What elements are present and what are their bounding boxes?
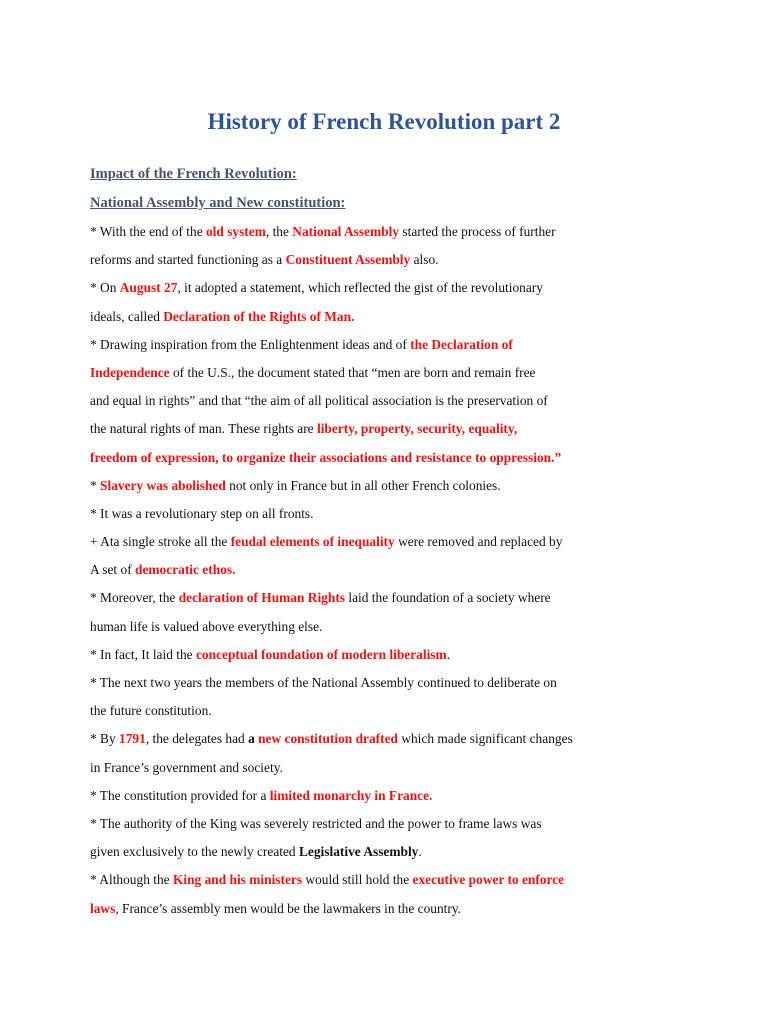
page-title: History of French Revolution part 2: [207, 109, 561, 134]
text-run: also.: [410, 252, 439, 268]
highlighted-text: Declaration of the Rights of Man.: [163, 308, 355, 324]
highlighted-text: National Assembly: [292, 224, 400, 239]
text-line: [90, 387, 750, 415]
text-run: .: [446, 646, 451, 662]
text-run: + Ata single stroke all the: [90, 534, 231, 550]
text-run: human life is valued above everything else.: [90, 618, 323, 634]
text-line: [90, 669, 750, 697]
highlighted-text: feudal elements of inequality: [230, 534, 395, 550]
text-line: [90, 246, 750, 274]
paragraph-lines: [90, 218, 750, 923]
text-run: , the: [265, 224, 293, 239]
document-body: [90, 160, 750, 923]
text-run: and equal in rights” and that “the aim of all political association is the preservation of: [90, 393, 548, 409]
text-line: [90, 697, 750, 725]
text-run: * On: [90, 280, 120, 296]
text-line: [90, 782, 750, 810]
bold-text: Legislative Assembly: [298, 844, 419, 860]
text-run: were removed and replaced by: [394, 534, 563, 550]
text-run: , France’s assembly men would be the lawmakers in the country.: [115, 900, 462, 916]
text-run: the natural rights of man. These rights are: [90, 421, 317, 437]
text-line: [90, 472, 750, 500]
text-line: [90, 838, 750, 866]
text-run: which made significant changes: [397, 731, 573, 747]
highlighted-text: declaration of Human Rights: [178, 590, 345, 606]
text-run: * The authority of the King was severely restricted and the power to frame laws was: [90, 815, 542, 831]
highlighted-text: Constituent Assembly: [285, 252, 411, 268]
highlighted-text: limited monarchy in France.: [269, 787, 433, 803]
text-run: the future constitution.: [90, 703, 212, 719]
highlighted-text: laws: [90, 900, 116, 916]
text-line: [90, 895, 750, 923]
text-run: * Although the: [90, 872, 173, 888]
text-line: [90, 725, 750, 753]
text-line: [90, 528, 750, 556]
text-run: not only in France but in all other French colonies.: [225, 477, 501, 493]
highlighted-text: the Declaration of: [410, 336, 513, 352]
text-run: would still hold the: [302, 872, 413, 888]
text-run: reforms and started functioning as a: [90, 252, 286, 268]
highlighted-text: 1791: [119, 731, 146, 747]
text-run: ideals, called: [90, 308, 164, 324]
highlighted-text: new constitution drafted: [258, 731, 398, 747]
text-line: [90, 556, 750, 584]
text-run: * Moreover, the: [90, 590, 179, 606]
text-run: * In fact, It laid the: [90, 646, 196, 662]
bold-text: a: [248, 731, 259, 747]
section-heading-national-assembly: National Assembly and New constitution:: [90, 195, 346, 211]
highlighted-text: democratic ethos.: [135, 562, 236, 578]
highlighted-text: old system: [205, 224, 266, 239]
text-run: in France’s government and society.: [90, 759, 283, 775]
text-run: laid the foundation of a society where: [345, 590, 551, 606]
text-line: [90, 415, 750, 443]
text-run: , the delegates had: [145, 731, 249, 747]
text-line: [90, 274, 750, 302]
text-run: , it adopted a statement, which reflected the gist of the revolutionary: [177, 280, 543, 296]
highlighted-text: King and his ministers: [172, 872, 303, 888]
text-run: *: [90, 477, 101, 493]
text-line: [90, 218, 750, 246]
text-run: .: [418, 844, 422, 860]
text-run: started the process of further: [399, 224, 556, 239]
text-run: of the U.S., the document stated that “men are born and remain free: [169, 364, 536, 380]
highlighted-text: freedom of expression, to organize their associations and resistance to oppression.”: [90, 449, 562, 465]
text-line: [90, 359, 750, 387]
highlighted-text: Independence: [90, 364, 170, 380]
text-run: A set of: [90, 562, 136, 578]
text-run: * The next two years the members of the National Assembly continued to deliberate on: [90, 675, 557, 690]
text-line: [90, 584, 750, 612]
text-line: [90, 641, 750, 669]
highlighted-text: conceptual foundation of modern liberalism: [195, 646, 447, 662]
text-line: [90, 754, 750, 782]
text-line: [90, 810, 750, 838]
text-line: [90, 444, 750, 472]
text-run: * By: [90, 731, 120, 747]
text-line: [90, 613, 750, 641]
highlighted-text: Slavery was abolished: [100, 477, 226, 493]
section-heading-impact: Impact of the French Revolution:: [90, 166, 297, 182]
highlighted-text: August 27: [119, 280, 178, 296]
text-run: given exclusively to the newly created: [90, 844, 299, 860]
highlighted-text: executive power to enforce: [412, 872, 565, 888]
text-run: * The constitution provided for a: [90, 787, 270, 803]
text-run: * Drawing inspiration from the Enlightenment ideas and of: [90, 336, 411, 352]
highlighted-text: liberty, property, security, equality,: [316, 421, 518, 437]
text-line: [90, 331, 750, 359]
text-line: [90, 303, 750, 331]
text-run: * It was a revolutionary step on all fronts.: [90, 505, 314, 521]
text-line: [90, 866, 750, 894]
text-line: [90, 500, 750, 528]
text-run: * With the end of the: [90, 224, 206, 239]
